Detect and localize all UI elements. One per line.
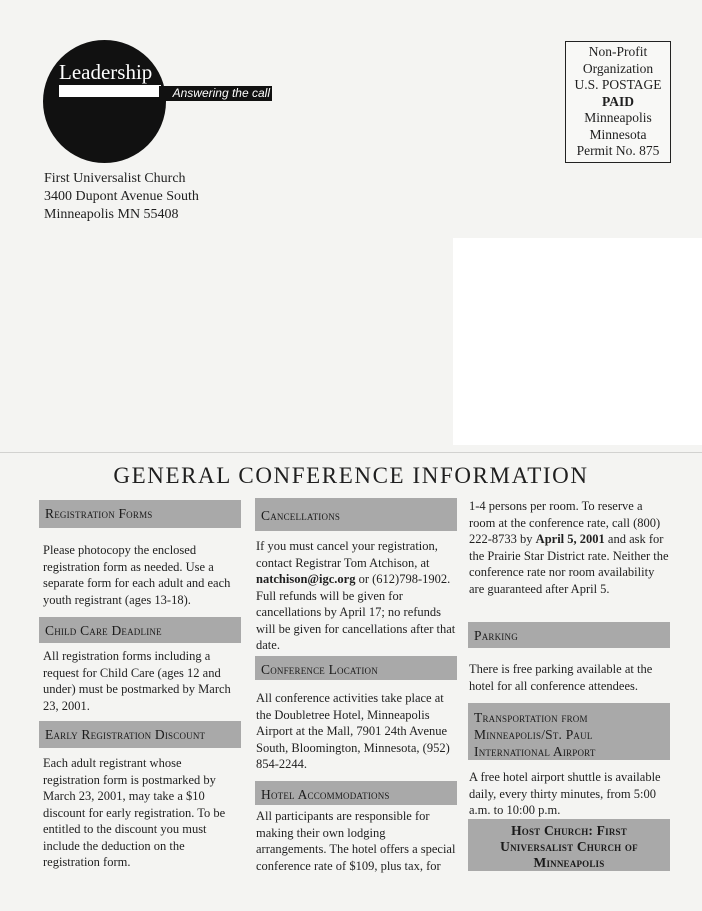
parking-text: There is free parking available at the hotel for all conference attendees. bbox=[469, 662, 653, 693]
return-address-line: 3400 Dupont Avenue South bbox=[44, 189, 199, 204]
registration-forms-text: Please photocopy the enclosed registration form as needed. Use a separate form for each adult and each youth registrant (ages 13-18). bbox=[43, 543, 231, 607]
registration-forms-heading: Registration Forms bbox=[39, 500, 241, 528]
logo-circle bbox=[43, 40, 166, 163]
transportation-text: A free hotel airport shuttle is available daily, every thirty minutes, from 5:00 a.m. to 10:00 p.m. bbox=[469, 770, 661, 817]
logo-word: Leadership bbox=[59, 60, 153, 84]
hotel-accommodations-continued bbox=[469, 498, 671, 597]
cancellations-text bbox=[256, 538, 456, 654]
postage-permit: Permit No. 875 bbox=[576, 143, 660, 158]
cancellations-text-part: or (612)798-1902. Full refunds will be given for cancellations by April 17; no refunds will be given for cancellations after that date. bbox=[256, 572, 456, 652]
postage-paid: PAID bbox=[602, 93, 634, 109]
logo-tagline: Answering the call bbox=[159, 86, 272, 101]
transportation-heading: Transportation from Minneapolis/St. Paul International Airport bbox=[468, 703, 670, 760]
parking-heading: Parking bbox=[468, 622, 670, 648]
return-address bbox=[44, 170, 199, 224]
registrar-email: natchison@igc.org bbox=[256, 572, 356, 586]
hotel-accommodations-text: All participants are responsible for making their own lodging arrangements. The hotel offers a special conference rate of $109, plus tax, for bbox=[256, 809, 456, 873]
hotel-continued-part: and ask for the Prairie Star District rate. Neither the conference rate nor room availability are guaranteed after April 5. bbox=[469, 532, 669, 596]
postage-line: Organization bbox=[582, 60, 654, 76]
logo-bar bbox=[59, 85, 161, 97]
postage-line: Minnesota bbox=[589, 126, 647, 142]
child-care-text: All registration forms including a request for Child Care (ages 12 and under) must be postmarked by March 23, 2001. bbox=[43, 649, 231, 713]
conference-location-heading: Conference Location bbox=[255, 656, 457, 680]
mailing-label-area bbox=[453, 238, 702, 445]
child-care-heading: Child Care Deadline bbox=[39, 617, 241, 643]
early-registration-text: Each adult registrant whose registration form is postmarked by March 23, 2001, may take a $10 discount for early registration. To be entitled to the discount you must include the deduction on the registration form. bbox=[43, 756, 226, 869]
conference-location-text: All conference activities take place at the Doubletree Hotel, Minneapolis Airport at the Mall, 7901 24th Avenue South, Bloomington, Minnesota, (952) 854-2244. bbox=[256, 691, 450, 771]
postage-line: Non-Profit bbox=[588, 44, 648, 59]
postage-line: U.S. POSTAGE bbox=[574, 77, 662, 92]
postage-indicia bbox=[565, 41, 671, 163]
hotel-accommodations-heading: Hotel Accommodations bbox=[255, 781, 457, 805]
early-registration-heading: Early Registration Discount bbox=[39, 721, 241, 748]
hotel-continued-part: 1-4 persons per room. To reserve a room at the conference rate, call (800) 222-8733 by bbox=[469, 499, 661, 546]
cancellations-heading: Cancellations bbox=[255, 498, 457, 531]
return-address-line: Minneapolis MN 55408 bbox=[44, 207, 179, 222]
fold-line bbox=[0, 452, 702, 453]
host-church-box: Host Church: First Universalist Church of Minneapolis bbox=[468, 819, 670, 871]
reservation-deadline: April 5, 2001 bbox=[535, 532, 605, 546]
section-title: GENERAL CONFERENCE INFORMATION bbox=[113, 463, 589, 488]
cancellations-text-part: If you must cancel your registration, contact Registrar Tom Atchison, at bbox=[256, 539, 438, 570]
return-address-line: First Universalist Church bbox=[44, 171, 186, 186]
postage-line: Minneapolis bbox=[584, 110, 652, 125]
